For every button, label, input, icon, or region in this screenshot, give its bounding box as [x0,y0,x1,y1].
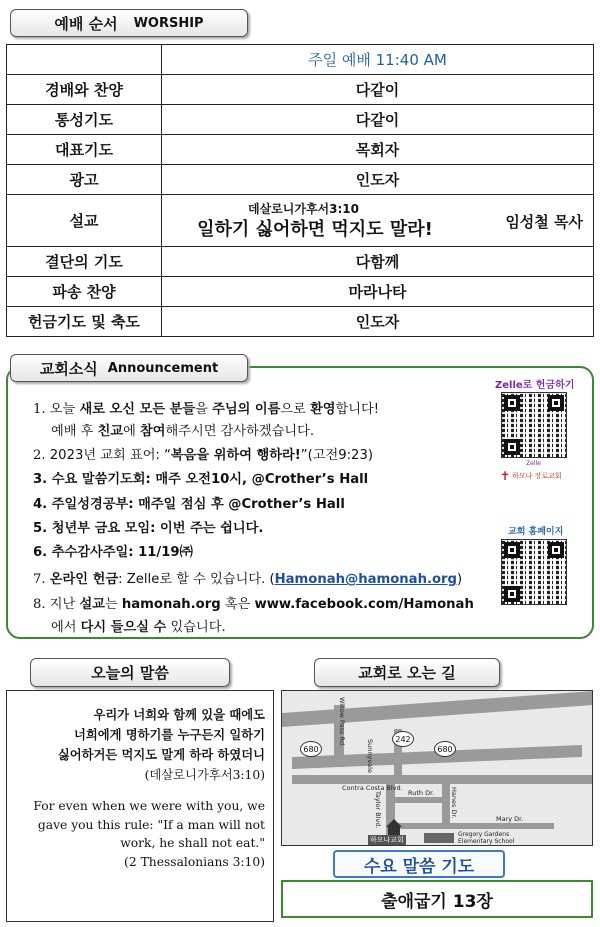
map-label-mary: Mary Dr. [496,815,524,823]
map-label-church: 하모나교회 [370,836,404,844]
announcement-3: 3. 수요 말씀기도회: 매주 오전10시, @Crother’s Hall [33,472,369,487]
order-item: 헌금기도 및 축도 [7,307,162,337]
order-item: 광고 [7,165,162,195]
zelle-email-link[interactable]: Hamonah@hamonah.org [274,572,457,587]
highway-680-road [282,691,593,727]
table-row [7,307,594,337]
scripture-box [6,690,274,922]
worship-tab [10,9,248,37]
empty-cell [7,45,162,75]
ruth-road [394,797,444,803]
order-item: 통성기도 [7,105,162,135]
map-label-willow: Willow Pass Rd. [338,697,346,748]
table-row [7,277,594,307]
order-leader: 인도자 [162,165,594,195]
announcement-2: 2. 2023년 교회 표어: “복음을 위하여 행하라!”(고전9:23) [33,448,373,463]
announcement-6: 6. 추수감사주일: 11/19㈜ [33,545,193,560]
scripture-tab [30,658,230,687]
scripture-en-ref: (2 Thessalonians 3:10) [124,854,265,869]
table-row [7,105,594,135]
church-logo-text: 하모나 장로교회 [512,472,562,480]
announcement-7: 7. 온라인 헌금: Zelle로 할 수 있습니다. (Hamonah@hamonah.org) [33,572,463,587]
homepage-label: 교회 홈페이지 [508,527,564,537]
map-label-sunnyvale: Sunnyvale [366,739,374,773]
sermon-cell [162,195,594,247]
announcement-4: 4. 주일성경공부: 매주일 점심 후 @Crother’s Hall [33,497,345,512]
map-label-school-1: Gregory Gardens [458,831,510,838]
map-roads [282,691,593,846]
order-leader: 마라나타 [162,277,594,307]
highway-242-shield: 242 [392,731,414,747]
announcement-8: 8. 지난 설교는 hamonah.org 혹은 www.facebook.com/Hamonah [33,597,474,612]
scripture-ko-line: 우리가 너희와 함께 있을 때에도 [93,707,265,722]
scripture-ko-line: 너희에게 명하기를 누구든지 일하기 [73,727,265,742]
order-item: 경배와 찬양 [7,75,162,105]
table-row [7,165,594,195]
service-time: 주일 예배 11:40 AM [162,45,594,75]
map-label-hanes: Hanes Dr. [450,787,458,819]
highway-680-shield-left: 680 [300,741,322,757]
sermon-preacher: 임성철 목사 [505,213,583,231]
order-leader: 목회자 [162,135,594,165]
announcement-8-cont: 에서 다시 들으실 수 있습니다. [51,620,226,635]
announcement-tab [10,354,248,382]
order-leader: 다함께 [162,247,594,277]
order-leader: 다같이 [162,105,594,135]
cross-icon: ✝ [500,469,511,483]
scripture-en-line: gave you this rule: "If a man will not [37,817,265,832]
prayer-text: 출애굽기 13장 [381,891,493,912]
order-item: 결단의 기도 [7,247,162,277]
zelle-qr-icon[interactable] [501,392,567,458]
table-row [7,75,594,105]
order-item: 설교 [7,195,162,247]
school-building [424,833,454,843]
announcement-1-cont: 예배 후 친교에 참여해주시면 감사하겠습니다. [51,424,315,439]
homepage-qr-icon[interactable] [501,539,567,605]
map[interactable] [281,690,593,846]
zelle-label: Zelle로 헌금하기 [495,380,575,391]
scripture-en-line: work, he shall not eat." [120,836,265,850]
highway-680-shield-right: 680 [434,741,456,757]
prayer-box [281,880,593,918]
hanes-road [442,783,450,827]
announcement-tab-ko: 교회소식 [39,359,98,378]
worship-tab-en: WORSHIP [133,15,204,31]
order-item: 파송 찬양 [7,277,162,307]
map-label-taylor: Taylor Blvd. [374,791,382,829]
scripture-ko-ref: (데살로니가후서3:10) [144,768,265,782]
order-item: 대표기도 [7,135,162,165]
sermon-reference: 데살로니가후서3:10 [248,202,359,216]
church-logo [500,469,562,483]
map-label-contra-costa: Contra Costa Blvd. [342,784,403,792]
sermon-row [7,195,594,247]
zelle-small-label: Zelle [526,460,541,467]
contra-costa-road [292,775,592,784]
table-row [7,135,594,165]
order-leader: 다같이 [162,75,594,105]
scripture-ko-line: 싫어하거든 먹지도 말게 하라 하였더니 [57,747,265,762]
table-row [7,45,594,75]
directions-tab [314,658,500,687]
church-building [388,827,400,835]
directions-tab-label: 교회로 오는 길 [358,664,456,682]
worship-tab-ko: 예배 순서 [54,14,118,33]
map-label-ruth: Ruth Dr. [408,789,435,797]
scripture-tab-label: 오늘의 말씀 [91,664,169,682]
scripture-en-block [15,797,265,871]
prayer-banner-label: 수요 말씀 기도 [363,856,475,877]
mary-road [394,823,554,829]
table-row [7,247,594,277]
map-label-school-2: Elementary School [458,838,515,845]
announcement-tab-en: Announcement [107,360,219,376]
announcement-5: 5. 청년부 금요 모임: 이번 주는 쉽니다. [33,521,264,536]
worship-order-table [6,44,594,337]
scripture-en-line: For even when we were with you, we [33,799,265,813]
announcement-box [6,366,594,639]
announcement-1: 1. 오늘 새로 오신 모든 분들을 주님의 이름으로 환영합니다! [33,402,380,417]
prayer-banner [333,850,505,878]
order-leader: 인도자 [162,307,594,337]
sermon-title: 일하기 싫어하면 먹지도 말라! [197,219,433,240]
